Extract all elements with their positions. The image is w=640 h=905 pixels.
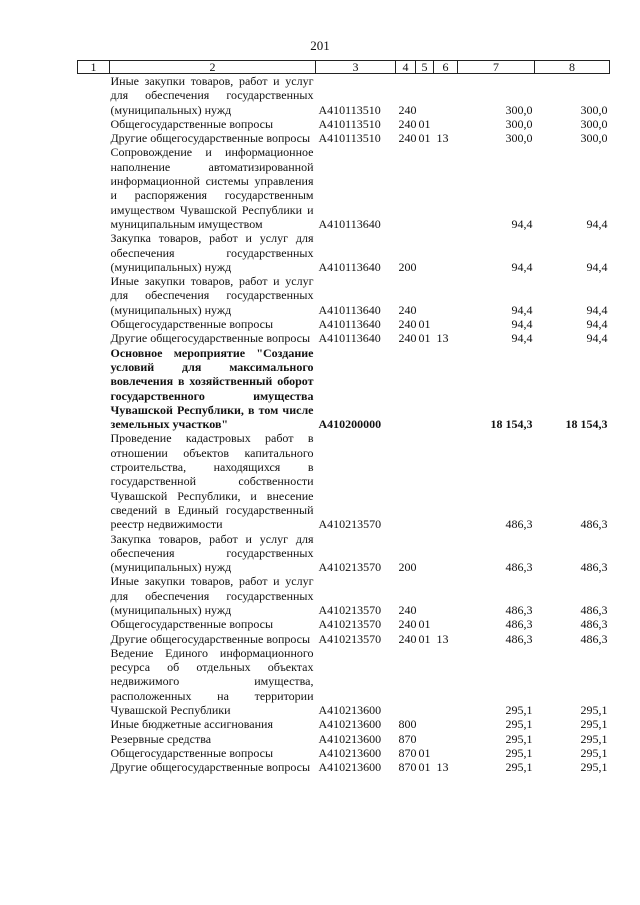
- cell-v7: 486,3: [505, 631, 533, 646]
- cell-vr: 240: [398, 116, 417, 131]
- cell-rz: [416, 145, 434, 231]
- cell-code: A410200000: [318, 417, 382, 432]
- table-row: [78, 760, 610, 774]
- cell-empty: [78, 760, 110, 774]
- cell-v8: 486,3: [580, 617, 608, 632]
- cell-rz: [416, 646, 434, 717]
- cell-vr: 200: [398, 259, 417, 274]
- cell-rz: [416, 717, 434, 731]
- cell-desc: Иные закупки товаров, работ и услуг для обеспечения государственных (муниципальных) нужд: [110, 574, 314, 617]
- table-row: [78, 646, 610, 717]
- cell-v8: 94,4: [586, 302, 608, 317]
- cell-rz: 01: [418, 317, 431, 332]
- cell-v8: 94,4: [586, 317, 608, 332]
- cell-pr: [434, 117, 458, 131]
- cell-vr: 870: [398, 760, 417, 775]
- cell-vr: 240: [398, 602, 417, 617]
- cell-v7: 94,4: [511, 302, 533, 317]
- cell-vr: [396, 145, 416, 231]
- cell-vr: [396, 646, 416, 717]
- cell-desc: Основное мероприятие "Создание условий для максимального вовлечения в хозяйственный оборот государственного имущества Чувашской Республики, в том числе земельных участков": [110, 345, 314, 432]
- cell-rz: [416, 346, 434, 432]
- cell-desc: Другие общегосударственные вопросы: [110, 331, 311, 346]
- cell-v7: 300,0: [505, 131, 533, 146]
- cell-rz: [416, 274, 434, 317]
- cell-v7: 486,3: [505, 617, 533, 632]
- cell-v8: 300,0: [580, 131, 608, 146]
- cell-desc: Сопровождение и информационное наполнение автоматизированной информационной системы управления и распоряжения государственным имуществом Чувашской Республики и муниципальным имуществом: [110, 145, 314, 231]
- cell-rz: 01: [418, 116, 431, 131]
- cell-v7: 295,1: [505, 745, 533, 760]
- table-row: [78, 145, 610, 231]
- cell-vr: 240: [398, 131, 417, 146]
- cell-v7: 94,4: [511, 317, 533, 332]
- cell-v8: 18 154,3: [565, 417, 608, 432]
- cell-empty: [78, 131, 110, 145]
- cell-v8: 295,1: [580, 717, 608, 732]
- cell-vr: 240: [398, 617, 417, 632]
- table-row: [78, 617, 610, 631]
- cell-v8: 300,0: [580, 102, 608, 117]
- cell-v8: 94,4: [586, 216, 608, 231]
- cell-pr: [434, 532, 458, 575]
- table-row: [78, 274, 610, 317]
- cell-v8: 295,1: [580, 731, 608, 746]
- header-cell: 3: [316, 61, 396, 74]
- cell-pr: [434, 74, 458, 117]
- table-body: [78, 74, 610, 775]
- cell-empty: [78, 532, 110, 575]
- cell-pr: [434, 574, 458, 617]
- cell-empty: [78, 746, 110, 760]
- cell-pr: [434, 431, 458, 531]
- cell-code: A410113510: [318, 131, 381, 146]
- cell-empty: [78, 617, 110, 631]
- cell-desc: Общегосударственные вопросы: [110, 116, 274, 131]
- cell-v8: 94,4: [586, 331, 608, 346]
- cell-pr: [434, 317, 458, 331]
- header-cell: 1: [78, 61, 110, 74]
- cell-rz: [416, 574, 434, 617]
- cell-v8: 295,1: [580, 703, 608, 718]
- cell-vr: 870: [398, 745, 417, 760]
- cell-vr: 240: [398, 302, 417, 317]
- cell-code: A410113510: [318, 116, 381, 131]
- cell-vr: 240: [398, 317, 417, 332]
- cell-pr: [434, 617, 458, 631]
- cell-pr: 13: [436, 331, 449, 346]
- cell-empty: [78, 74, 110, 117]
- cell-code: A410213570: [318, 602, 382, 617]
- cell-vr: 870: [398, 731, 417, 746]
- cell-rz: 01: [418, 745, 431, 760]
- cell-code: A410213570: [318, 560, 382, 575]
- cell-v7: 94,4: [511, 216, 533, 231]
- cell-v7: 295,1: [505, 760, 533, 775]
- cell-vr: 200: [398, 560, 417, 575]
- cell-v7: 295,1: [505, 731, 533, 746]
- cell-vr: 240: [398, 631, 417, 646]
- cell-code: A410213600: [318, 703, 382, 718]
- table-header: [78, 61, 610, 74]
- cell-v7: 94,4: [511, 259, 533, 274]
- cell-desc: Общегосударственные вопросы: [110, 617, 274, 632]
- cell-pr: [434, 717, 458, 731]
- page-number: 201: [310, 38, 330, 53]
- cell-pr: [434, 274, 458, 317]
- table-row: [78, 574, 610, 617]
- cell-desc: Другие общегосударственные вопросы: [110, 631, 311, 646]
- cell-pr: 13: [436, 631, 449, 646]
- cell-empty: [78, 274, 110, 317]
- cell-v7: 486,3: [505, 560, 533, 575]
- cell-desc: Закупка товаров, работ и услуг для обеспечения государственных (муниципальных) нужд: [110, 231, 314, 274]
- cell-rz: 01: [418, 331, 431, 346]
- cell-v7: 486,3: [505, 517, 533, 532]
- table-row: [78, 632, 610, 646]
- header-cell: 8: [535, 61, 610, 74]
- header-cell: 2: [110, 61, 316, 74]
- cell-rz: [416, 74, 434, 117]
- cell-v7: 295,1: [505, 717, 533, 732]
- cell-v7: 300,0: [505, 116, 533, 131]
- cell-desc: Резервные средства: [110, 731, 212, 746]
- cell-rz: [416, 231, 434, 274]
- cell-code: A410113510: [318, 102, 381, 117]
- cell-vr: 240: [398, 102, 417, 117]
- cell-code: A410113640: [318, 317, 381, 332]
- table-row: [78, 131, 610, 145]
- cell-v7: 295,1: [505, 703, 533, 718]
- cell-pr: [434, 231, 458, 274]
- cell-pr: 13: [436, 131, 449, 146]
- cell-vr: 240: [398, 331, 417, 346]
- header-cell: 4: [396, 61, 416, 74]
- table-row: [78, 317, 610, 331]
- cell-desc: Другие общегосударственные вопросы: [110, 131, 311, 146]
- cell-empty: [78, 231, 110, 274]
- cell-desc: Ведение Единого информационного ресурса об отдельных объектах недвижимого имущества, расположенных на территории Чувашской Республики: [110, 645, 314, 718]
- cell-pr: [434, 346, 458, 432]
- cell-empty: [78, 346, 110, 432]
- cell-code: A410213570: [318, 631, 382, 646]
- cell-v8: 486,3: [580, 631, 608, 646]
- cell-vr: [396, 346, 416, 432]
- cell-code: A410113640: [318, 302, 381, 317]
- table-row: [78, 117, 610, 131]
- cell-empty: [78, 431, 110, 531]
- header-cell: 7: [458, 61, 535, 74]
- cell-v7: 486,3: [505, 602, 533, 617]
- cell-v8: 295,1: [580, 745, 608, 760]
- cell-rz: [416, 431, 434, 531]
- cell-pr: [434, 646, 458, 717]
- cell-pr: [434, 732, 458, 746]
- table-row: [78, 346, 610, 432]
- header-cell: 6: [434, 61, 458, 74]
- cell-pr: [434, 145, 458, 231]
- cell-v8: 486,3: [580, 517, 608, 532]
- cell-v8: 300,0: [580, 116, 608, 131]
- cell-empty: [78, 632, 110, 646]
- table-row: [78, 532, 610, 575]
- header-cell: 5: [416, 61, 434, 74]
- cell-vr: [396, 431, 416, 531]
- cell-code: A410213570: [318, 617, 382, 632]
- cell-vr: 800: [398, 717, 417, 732]
- table-row: [78, 431, 610, 531]
- cell-empty: [78, 317, 110, 331]
- cell-empty: [78, 732, 110, 746]
- cell-rz: [416, 532, 434, 575]
- cell-v7: 18 154,3: [490, 417, 533, 432]
- cell-rz: 01: [418, 760, 431, 775]
- cell-empty: [78, 646, 110, 717]
- cell-pr: 13: [436, 760, 449, 775]
- cell-desc: Проведение кадастровых работ в отношении объектов капитального строительства, находящихся в государственной собственности Чувашской Республики, и внесение сведений в Единый государственный реестр недвижимости: [110, 431, 314, 532]
- cell-desc: Общегосударственные вопросы: [110, 317, 274, 332]
- cell-code: A410113640: [318, 259, 381, 274]
- table-row: [78, 231, 610, 274]
- table-row: [78, 717, 610, 731]
- cell-v8: 94,4: [586, 259, 608, 274]
- cell-code: A410213600: [318, 731, 382, 746]
- cell-empty: [78, 117, 110, 131]
- cell-pr: [434, 746, 458, 760]
- cell-code: A410213600: [318, 745, 382, 760]
- cell-rz: [416, 732, 434, 746]
- table-row: [78, 74, 610, 117]
- table-row: [78, 732, 610, 746]
- cell-code: A410213600: [318, 717, 382, 732]
- cell-v7: 300,0: [505, 102, 533, 117]
- cell-desc: Закупка товаров, работ и услуг для обеспечения государственных (муниципальных) нужд: [110, 531, 314, 575]
- cell-code: A410213570: [318, 517, 382, 532]
- cell-v7: 94,4: [511, 331, 533, 346]
- cell-desc: Иные закупки товаров, работ и услуг для обеспечения государственных (муниципальных) нужд: [110, 74, 314, 117]
- cell-desc: Общегосударственные вопросы: [110, 745, 274, 760]
- cell-desc: Иные закупки товаров, работ и услуг для обеспечения государственных (муниципальных) нужд: [110, 274, 314, 317]
- cell-empty: [78, 574, 110, 617]
- cell-rz: 01: [418, 631, 431, 646]
- cell-rz: 01: [418, 617, 431, 632]
- cell-empty: [78, 145, 110, 231]
- cell-v8: 486,3: [580, 560, 608, 575]
- cell-v8: 295,1: [580, 760, 608, 775]
- cell-v8: 486,3: [580, 602, 608, 617]
- cell-rz: 01: [418, 131, 431, 146]
- cell-code: A410213600: [318, 760, 382, 775]
- cell-desc: Другие общегосударственные вопросы: [110, 760, 311, 775]
- cell-desc: Иные бюджетные ассигнования: [110, 717, 273, 732]
- budget-table: [77, 60, 610, 775]
- table-row: [78, 746, 610, 760]
- cell-code: A410113640: [318, 216, 381, 231]
- cell-empty: [78, 717, 110, 731]
- cell-code: A410113640: [318, 331, 381, 346]
- cell-empty: [78, 331, 110, 345]
- table-row: [78, 331, 610, 345]
